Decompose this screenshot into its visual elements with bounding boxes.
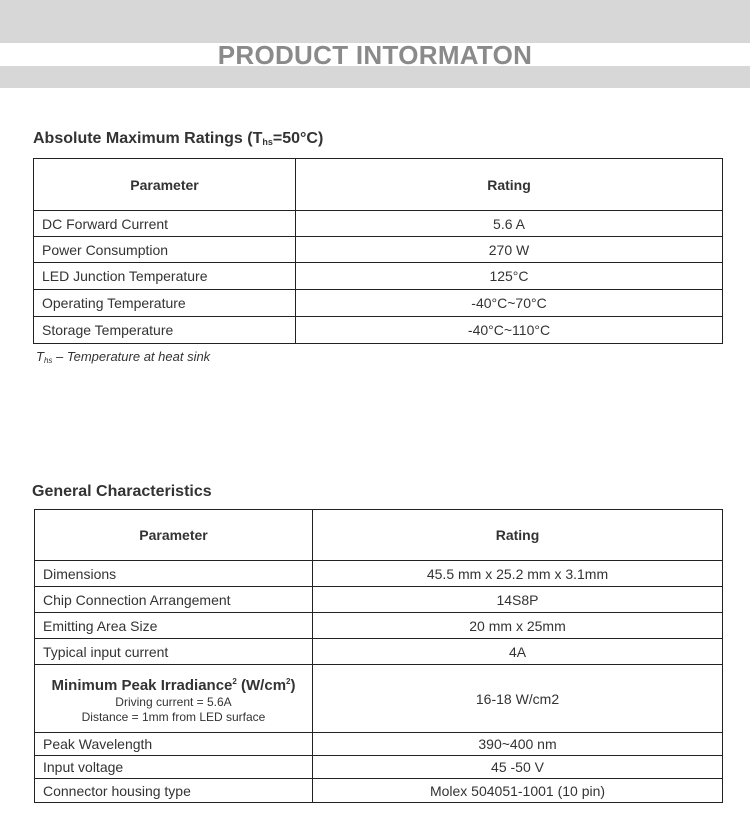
general-param: Emitting Area Size — [35, 613, 313, 639]
abs-max-rating: -40°C~110°C — [296, 317, 723, 344]
irradiance-title-text: Minimum Peak Irradiance — [51, 677, 233, 694]
general-header-row — [35, 510, 723, 561]
general-rating: 45.5 mm x 25.2 mm x 3.1mm — [313, 561, 723, 587]
table-row — [34, 263, 723, 290]
abs-max-header-row — [34, 159, 723, 211]
table-row-irradiance — [35, 665, 723, 733]
banner-title: PRODUCT INTORMATON — [217, 40, 533, 70]
irradiance-unit-close: ) — [290, 677, 296, 694]
abs-max-title-sub: hs — [262, 137, 273, 147]
general-param: Typical input current — [35, 639, 313, 665]
abs-max-header-param: Parameter — [34, 159, 296, 211]
abs-max-rating: -40°C~70°C — [296, 290, 723, 317]
abs-max-param: Storage Temperature — [34, 317, 296, 344]
general-param: Connector housing type — [35, 779, 313, 803]
irradiance-line1: Driving current = 5.6A — [115, 695, 232, 709]
abs-max-title — [33, 129, 323, 152]
general-param: Chip Connection Arrangement — [35, 587, 313, 613]
irradiance-rating: 16-18 W/cm2 — [313, 665, 723, 733]
abs-max-footnote — [36, 348, 210, 370]
abs-max-table — [33, 158, 723, 344]
general-rating: 20 mm x 25mm — [313, 613, 723, 639]
irradiance-unit-open: (W/cm — [236, 677, 287, 694]
footnote-t: T — [36, 349, 44, 364]
table-row — [34, 211, 723, 237]
general-header-rating: Rating — [313, 510, 723, 561]
table-row — [35, 639, 723, 665]
table-row — [35, 756, 723, 779]
abs-max-header-rating: Rating — [296, 159, 723, 211]
general-title: General Characteristics — [32, 483, 212, 500]
general-table — [34, 509, 723, 803]
general-param: Dimensions — [35, 561, 313, 587]
general-header-param: Parameter — [35, 510, 313, 561]
table-row — [35, 779, 723, 803]
general-param: Peak Wavelength — [35, 733, 313, 756]
general-param: Input voltage — [35, 756, 313, 779]
irradiance-sup2: 2 — [286, 677, 291, 686]
abs-max-rating: 125°C — [296, 263, 723, 290]
abs-max-param: Power Consumption — [34, 237, 296, 263]
abs-max-param: Operating Temperature — [34, 290, 296, 317]
table-row — [34, 290, 723, 317]
general-rating: Molex 504051-1001 (10 pin) — [313, 779, 723, 803]
abs-max-title-prefix: Absolute Maximum Ratings (T — [33, 130, 263, 147]
irradiance-title — [35, 672, 312, 695]
irradiance-line2: Distance = 1mm from LED surface — [81, 710, 266, 724]
footnote-text: – Temperature at heat sink — [52, 349, 211, 364]
table-row — [34, 237, 723, 263]
irradiance-param-cell — [35, 665, 313, 733]
footnote-sub: hs — [43, 356, 53, 365]
irradiance-sup1: 2 — [232, 677, 237, 686]
banner-band-top — [0, 0, 750, 43]
table-row — [35, 613, 723, 639]
general-rating: 390~400 nm — [313, 733, 723, 756]
abs-max-param: DC Forward Current — [34, 211, 296, 237]
abs-max-rating: 5.6 A — [296, 211, 723, 237]
table-row — [34, 317, 723, 344]
table-row — [35, 587, 723, 613]
general-rating: 45 -50 V — [313, 756, 723, 779]
abs-max-param: LED Junction Temperature — [34, 263, 296, 290]
table-row — [35, 733, 723, 756]
general-rating: 4A — [313, 639, 723, 665]
table-row — [35, 561, 723, 587]
abs-max-title-suffix: =50°C) — [272, 130, 324, 147]
abs-max-rating: 270 W — [296, 237, 723, 263]
general-rating: 14S8P — [313, 587, 723, 613]
